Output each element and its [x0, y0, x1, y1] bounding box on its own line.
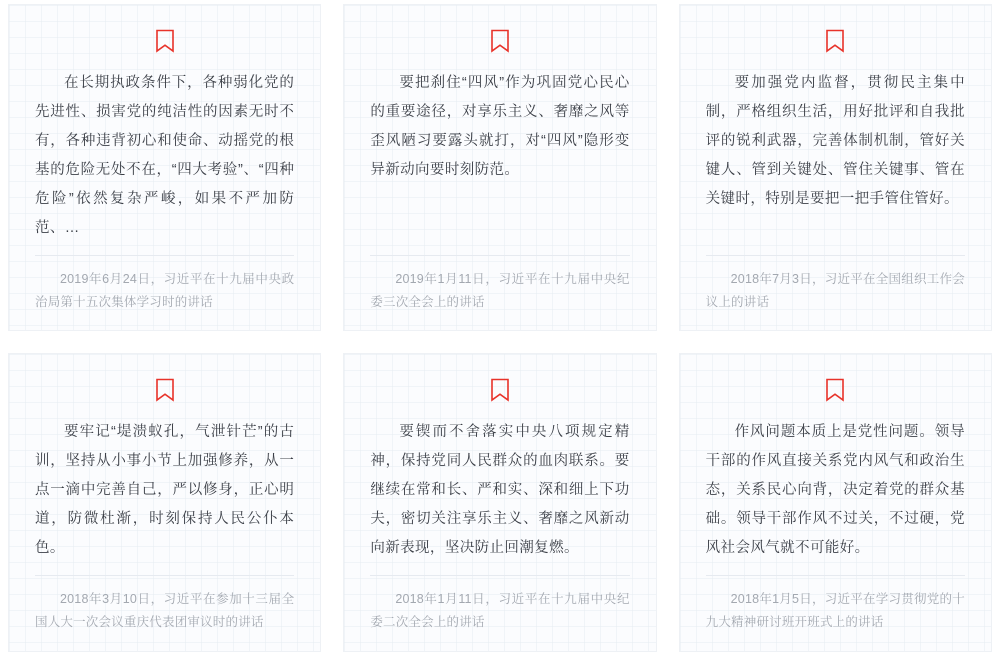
card-spacer	[706, 563, 965, 575]
bookmark-icon	[370, 378, 629, 404]
quote-source: 2018年1月5日，习近平在学习贯彻党的十九大精神研讨班开班式上的讲话	[705, 592, 965, 630]
quote-text: 要锲而不舍落实中央八项规定精神，保持党同人民群众的血肉联系。要继续在常和长、严和实、深和细上下功夫，密切关注享乐主义、奢靡之风新动向新表现，坚决防止回潮复燃。	[370, 424, 630, 557]
card-spacer	[35, 563, 294, 575]
quote-source: 2019年1月11日，习近平在十九届中央纪委三次全会上的讲话	[370, 272, 630, 310]
card-spacer	[35, 243, 294, 255]
quote-card[interactable]	[8, 353, 321, 651]
bookmark-icon	[706, 378, 965, 404]
quote-card[interactable]	[343, 4, 656, 331]
card-divider	[35, 575, 294, 576]
card-divider	[706, 255, 965, 256]
quote-card[interactable]	[8, 4, 321, 331]
quote-source: 2019年6月24日，习近平在十九届中央政治局第十五次集体学习时的讲话	[35, 272, 295, 310]
bookmark-icon	[706, 29, 965, 55]
quote-source: 2018年3月10日，习近平在参加十三届全国人大一次会议重庆代表团审议时的讲话	[35, 592, 295, 630]
bookmark-icon	[370, 29, 629, 55]
quote-card[interactable]	[679, 353, 992, 651]
card-divider	[706, 575, 965, 576]
card-spacer	[370, 185, 629, 255]
quote-text: 要牢记“堤溃蚁孔，气泄针芒”的古训，坚持从小事小节上加强修养，从一点一滴中完善自己，严以修身，正心明道，防微杜渐，时刻保持人民公仆本色。	[35, 424, 295, 557]
bookmark-icon	[35, 378, 294, 404]
quote-card[interactable]	[679, 4, 992, 331]
quote-text: 作风问题本质上是党性问题。领导干部的作风直接关系党内风气和政治生态，关系民心向背，决定着党的群众基础。领导干部作风不过关，不过硬，党风社会风气就不可能好。	[705, 424, 965, 557]
card-divider	[370, 255, 629, 256]
quote-text: 在长期执政条件下，各种弱化党的先进性、损害党的纯洁性的因素无时不有，各种违背初心和使命、动摇党的根基的危险无处不在，“四大考验”、“四种危险”依然复杂严峻，如果不严加防范、…	[35, 75, 295, 236]
card-spacer	[370, 563, 629, 575]
card-divider	[35, 255, 294, 256]
card-divider	[370, 575, 629, 576]
quote-text: 要加强党内监督，贯彻民主集中制，严格组织生活，用好批评和自我批评的锐利武器，完善体制机制，管好关键人、管到关键处、管住关键事、管在关键时，特别是要把一把手管住管好。	[705, 75, 965, 207]
quote-source: 2018年7月3日，习近平在全国组织工作会议上的讲话	[705, 272, 965, 310]
quote-source: 2018年1月11日，习近平在十九届中央纪委二次全会上的讲话	[370, 592, 630, 630]
quote-text: 要把刹住“四风”作为巩固党心民心的重要途径，对享乐主义、奢靡之风等歪风陋习要露头就打，对“四风”隐形变异新动向要时刻防范。	[370, 75, 630, 178]
bookmark-icon	[35, 29, 294, 55]
card-spacer	[706, 214, 965, 255]
quote-card[interactable]	[343, 353, 656, 651]
